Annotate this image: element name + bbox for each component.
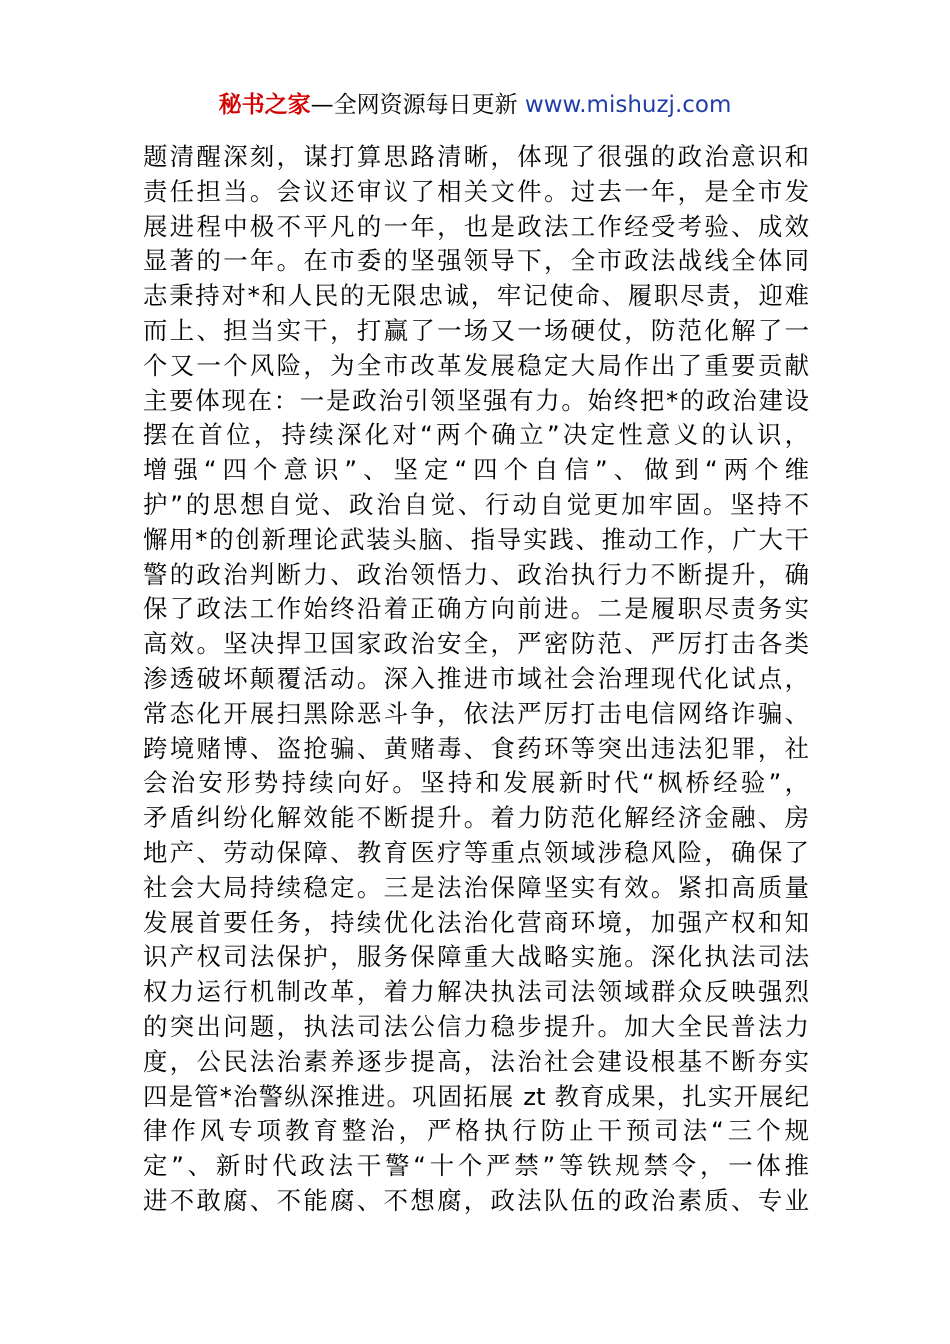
text-line: 懈用*的创新理论武装头脑、指导实践、推动工作，广大干 [143, 524, 809, 554]
text-line: 展进程中极不平凡的一年，也是政法工作经受考验、成效 [143, 211, 809, 241]
header-slogan: 全网资源每日更新 [333, 92, 525, 118]
text-line: 定”、新时代政法干警“十个严禁”等铁规禁令，一体推 [143, 1151, 809, 1181]
document-body [143, 140, 809, 1219]
text-line: 地产、劳动保障、教育医疗等重点领域涉稳风险，确保了 [143, 837, 809, 867]
text-line: 志秉持对*和人民的无限忠诚，牢记使命、履职尽责，迎难 [143, 281, 809, 311]
text-line: 责任担当。会议还审议了相关文件。过去一年，是全市发 [143, 176, 809, 206]
brand-name: 秘书之家 [218, 92, 311, 118]
text-line: 护”的思想自觉、政治自觉、行动自觉更加牢固。坚持不 [143, 489, 809, 519]
text-line: 度，公民法治素养逐步提高，法治社会建设根基不断夯实 [143, 1046, 809, 1076]
header-dash: — [310, 92, 334, 118]
text-line: 识产权司法保护，服务保障重大战略实施。深化执法司法 [143, 942, 809, 972]
text-line: 显著的一年。在市委的坚强领导下，全市政法战线全体同 [143, 246, 809, 276]
text-line: 权力运行机制改革，着力解决执法司法领域群众反映强烈 [143, 977, 809, 1007]
page-header [0, 90, 950, 120]
text-line: 摆在首位，持续深化对“两个确立”决定性意义的认识， [143, 420, 809, 450]
text-line: 题清醒深刻，谋打算思路清晰，体现了很强的政治意识和 [143, 142, 809, 171]
text-line: 常态化开展扫黑除恶斗争，依法严厉打击电信网络诈骗、 [143, 698, 809, 728]
text-line: 跨境赌博、盗抢骗、黄赌毒、食药环等突出违法犯罪，社 [143, 733, 809, 763]
text-line: 渗透破坏颠覆活动。深入推进市域社会治理现代化试点， [143, 663, 809, 693]
text-line: 进不敢腐、不能腐、不想腐，政法队伍的政治素质、专业 [143, 1185, 809, 1215]
text-line: 发展首要任务，持续优化法治化营商环境，加强产权和知 [143, 907, 809, 937]
text-line: 个又一个风险，为全市改革发展稳定大局作出了重要贡献 [143, 350, 809, 380]
text-line: 会治安形势持续向好。坚持和发展新时代“枫桥经验”， [143, 768, 809, 798]
header-url-link[interactable]: www.mishuzj.com [524, 92, 732, 118]
text-line: 而上、担当实干，打赢了一场又一场硬仗，防范化解了一 [143, 315, 809, 345]
text-line: 高效。坚决捍卫国家政治安全，严密防范、严厉打击各类 [143, 629, 809, 659]
text-line: 的突出问题，执法司法公信力稳步提升。加大全民普法力 [143, 1011, 809, 1041]
text-line: 保了政法工作始终沿着正确方向前进。二是履职尽责务实 [143, 594, 809, 624]
text-line: 矛盾纠纷化解效能不断提升。着力防范化解经济金融、房 [143, 803, 809, 833]
text-line: 社会大局持续稳定。三是法治保障坚实有效。紧扣高质量 [143, 872, 809, 902]
text-line: 律作风专项教育整治，严格执行防止干预司法“三个规 [143, 1116, 809, 1146]
text-line: 警的政治判断力、政治领悟力、政治执行力不断提升，确 [143, 559, 809, 589]
text-line: 主要体现在：一是政治引领坚强有力。始终把*的政治建设 [143, 385, 809, 415]
text-line: 增强“四个意识”、坚定“四个自信”、做到“两个维 [143, 455, 809, 485]
text-line: 四是管*治警纵深推进。巩固拓展 zt 教育成果，扎实开展纪 [143, 1081, 809, 1111]
